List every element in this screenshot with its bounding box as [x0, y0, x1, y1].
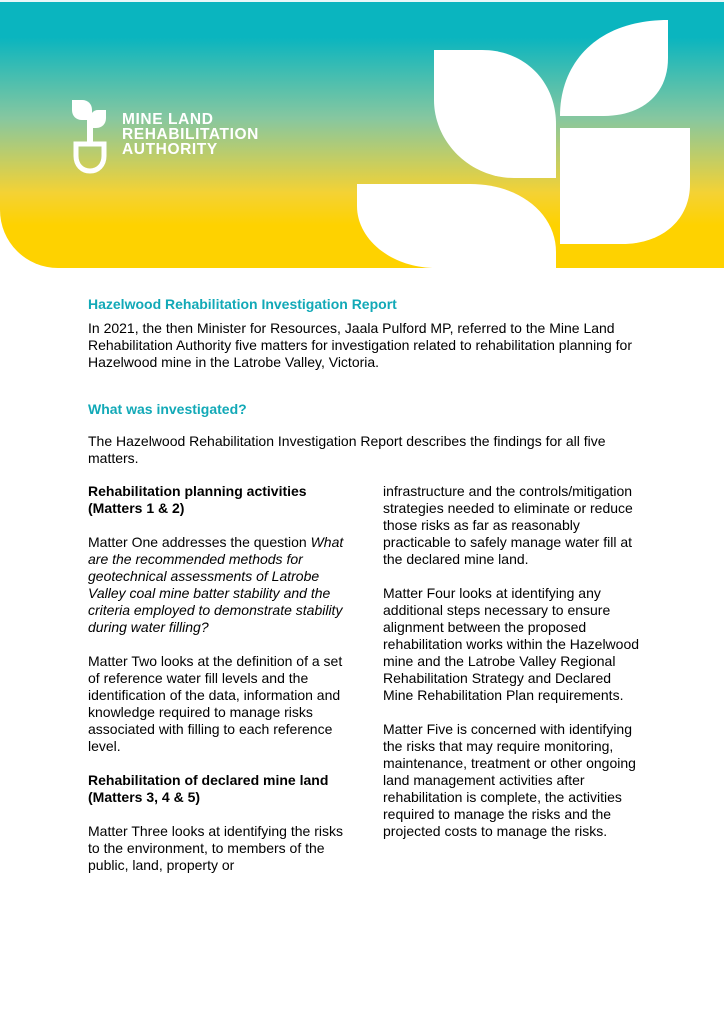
- matter-four-paragraph: Matter Four looks at identifying any additional steps necessary to ensure alignment between the proposed rehabilitation works within the Hazelwood mine and the Latrobe Valley Regional Rehabilitation Strategy and Declared Mine Rehabilitation Plan requirements.: [383, 585, 640, 703]
- intro-paragraph: In 2021, the then Minister for Resources, Jaala Pulford MP, referred to the Mine Land Rehabilitation Authority five matters for investigation related to rehabilitation planning for Hazelwood mine in the Latrobe Valley, Victoria.: [88, 320, 632, 370]
- heading-declared-mine-land: Rehabilitation of declared mine land (Matters 3, 4 & 5): [88, 772, 329, 805]
- matter-three-paragraph-end: infrastructure and the controls/mitigation strategies needed to eliminate or reduce those risks as far as reasonably practicable to safely manage water fill at the declared mine land.: [383, 483, 633, 567]
- matter-one-paragraph: [88, 534, 350, 636]
- report-title: Hazelwood Rehabilitation Investigation Report: [88, 296, 397, 312]
- header-banner: [0, 0, 724, 268]
- leaf-bottom: [357, 184, 556, 268]
- right-column: [383, 483, 645, 840]
- leaf-left: [434, 50, 556, 178]
- matter-one-question: What are the recommended methods for geotechnical assessments of Latrobe Valley coal mine batter stability and the criteria employed to demonstrate stability during water filling?: [88, 534, 344, 635]
- mlra-logo-icon: [66, 96, 114, 176]
- matter-two-paragraph: Matter Two looks at the definition of a set of reference water fill levels and the identification of the data, information and knowledge required to manage risks associated with filling to each reference level.: [88, 653, 343, 754]
- section-heading: What was investigated?: [88, 401, 247, 417]
- matter-five-paragraph: Matter Five is concerned with identifying the risks that may require monitoring, maintenance, treatment or other ongoing land management activities after rehabilitation is complete, the activities required to manage the risks and the projected costs to manage the risks.: [383, 721, 636, 839]
- leaf-top-right: [560, 20, 668, 116]
- leaf-right: [560, 128, 690, 244]
- logo-line-3: AUTHORITY: [122, 141, 218, 158]
- heading-planning-activities: Rehabilitation planning activities (Matters 1 & 2): [88, 483, 307, 516]
- section-paragraph: The Hazelwood Rehabilitation Investigation Report describes the findings for all five matters.: [88, 433, 606, 466]
- logo-wordmark: [122, 112, 259, 157]
- matter-three-paragraph-start: Matter Three looks at identifying the risks to the environment, to members of the public, land, property or: [88, 823, 343, 873]
- left-column: [88, 483, 350, 874]
- logo-line-2: REHABILITATION: [122, 126, 259, 143]
- logo-line-1: MINE LAND: [122, 111, 214, 128]
- matter-one-lead: Matter One addresses the question: [88, 534, 307, 550]
